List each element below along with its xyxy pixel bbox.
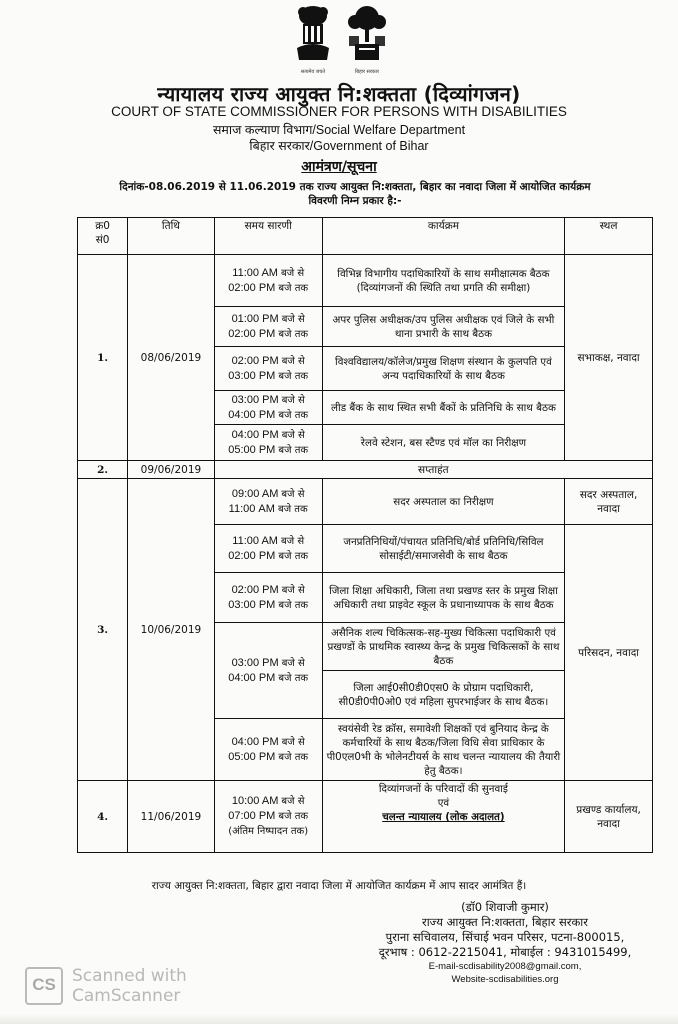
programme-cell: जिला शिक्षा अधिकारी, जिला तथा प्रखण्ड स्तर के प्रमुख शिक्षा अधिकारी तथा प्राइवेट स्कूल के प्रधानाध्यापक के साथ बैठक (322, 573, 564, 623)
time-cell: 04:00 PM बजे से 05:00 PM बजे तक (214, 719, 322, 781)
programme-line: एवं (437, 797, 450, 809)
date-cell: 11/06/2019 (128, 781, 214, 853)
programme-cell: अपर पुलिस अधीक्षक/उप पुलिस अधीक्षक एवं जिले के सभी थाना प्रभारी के साथ बैठक (322, 307, 564, 347)
contact-website: Website-scdisabilities.org (451, 974, 559, 985)
table-row (78, 461, 653, 479)
serial-cell: 2. (78, 461, 128, 479)
court-title-hindi: न्यायालय राज्य आयुक्त नि:शक्तता (दिव्यांगजन) (157, 82, 521, 106)
time-cell: 01:00 PM बजे से 02:00 PM बजे तक (214, 307, 322, 347)
signature-block (340, 900, 670, 986)
venue-cell: प्रखण्ड कार्यालय, नवादा (565, 781, 653, 853)
venue-cell: सदर अस्पताल, नवादा (565, 479, 653, 525)
court-title-english: COURT OF STATE COMMISSIONER FOR PERSONS WITH DISABILITIES (111, 104, 567, 119)
time-cell: 11:00 AM बजे से 02:00 PM बजे तक (214, 525, 322, 573)
page-bottom-edge (0, 1014, 678, 1024)
programme-cell: जिला आई0सी0डी0एस0 के प्रोग्राम पदाधिकारी, सी0डी0पी0ओ0 एवं महिला सुपरभाईजर के साथ बैठक। (322, 671, 564, 719)
time-cell: 04:00 PM बजे से 05:00 PM बजे तक (214, 425, 322, 461)
camscanner-logo-icon: CS (25, 967, 63, 1005)
header-programme: कार्यक्रम (322, 218, 564, 255)
time-cell: 02:00 PM बजे से 03:00 PM बजे तक (214, 573, 322, 623)
signatory-designation: राज्य आयुक्त नि:शक्तता, बिहार सरकार (422, 915, 588, 929)
serial-cell: 3. (78, 479, 128, 781)
contact-phone: दूरभाष : 0612-2215041, मोबाईल : 9431015499, (378, 945, 632, 959)
time-cell: 11:00 AM बजे से 02:00 PM बजे तक (214, 255, 322, 307)
office-address: पुराना सचिवालय, सिंचाई भवन परिसर, पटना-800015, (385, 930, 625, 944)
date-cell: 09/06/2019 (128, 461, 214, 479)
programme-cell: असैनिक शल्य चिकित्सक-सह-मुख्य चिकित्सा पदाधिकारी एवं प्रखण्डों के प्राथमिक स्वास्थ्य केन्द्र के प्रमुख चिकित्सकों के साथ बैठक (322, 623, 564, 671)
header-serial: क्र0 सं0 (78, 218, 128, 255)
programme-line: दिव्यांगजनों के परिवादों की सुनवाई (378, 783, 508, 795)
programme-cell: सदर अस्पताल का निरीक्षण (322, 479, 564, 525)
header-date: तिथि (128, 218, 214, 255)
header-venue: स्थल (565, 218, 653, 255)
venue-cell: परिसदन, नवादा (565, 525, 653, 781)
date-cell: 08/06/2019 (128, 255, 214, 461)
header-time: समय सारणी (214, 218, 322, 255)
serial-cell: 4. (78, 781, 128, 853)
department-line: समाज कल्याण विभाग/Social Welfare Department (212, 123, 466, 137)
national-emblem-caption: सत्यमेव जयते (300, 69, 326, 75)
time-cell: 10:00 AM बजे से 07:00 PM बजे तक (अंतिम निष्पादन तक) (214, 781, 322, 853)
table-header-row (78, 218, 653, 255)
camscanner-watermark (22, 965, 222, 1005)
table-row (78, 479, 653, 525)
contact-email: E-mail-scdisability2008@gmail.com, (428, 961, 582, 972)
table-row (78, 255, 653, 307)
mobile-court-label: चलन्त न्यायालय (लोक अदालत) (382, 811, 505, 823)
venue-cell: सभाकक्ष, नवादा (565, 255, 653, 461)
notice-title: आमंत्रण/सूचना (301, 159, 377, 175)
time-cell: 03:00 PM बजे से 04:00 PM बजे तक (214, 391, 322, 425)
holiday-cell: सप्ताहंत (214, 461, 652, 479)
programme-cell: जनप्रतिनिधियों/पंचायत प्रतिनिधि/बोर्ड प्रतिनिधि/सिविल सोसाईटी/समाजसेवी के साथ बैठक (322, 525, 564, 573)
emblems (0, 4, 678, 80)
schedule-table (77, 217, 653, 853)
government-line: बिहार सरकार/Government of Bihar (249, 139, 429, 153)
intro-line-2: विवरणी निम्न प्रकार है:- (308, 195, 402, 207)
date-cell: 10/06/2019 (128, 479, 214, 781)
time-cell: 09:00 AM बजे से 11:00 AM बजे तक (214, 479, 322, 525)
time-cell: 02:00 PM बजे से 03:00 PM बजे तक (214, 347, 322, 391)
bihar-emblem-icon (345, 4, 389, 68)
intro-line-1: दिनांक-08.06.2019 से 11.06.2019 तक राज्य आयुक्त नि:शक्तता, बिहार का नवादा जिला में आयोजित कार्यक्रम (119, 181, 591, 193)
programme-cell: रेलवे स्टेशन, बस स्टैण्ड एवं मॉल का निरीक्षण (322, 425, 564, 461)
programme-cell: विभिन्न विभागीय पदाधिकारियों के साथ समीक्षात्मक बैठक (दिव्यांगजनों की स्थिति तथा प्रगति की समीक्षा) (322, 255, 564, 307)
serial-cell: 1. (78, 255, 128, 461)
programme-cell (322, 781, 564, 853)
national-emblem-icon (291, 4, 335, 68)
bihar-emblem-caption: बिहार सरकार (354, 69, 380, 75)
camscanner-text: Scanned with CamScanner (72, 966, 187, 1006)
programme-cell: स्वयंसेवी रेड क्रॉस, समावेशी शिक्षकों एवं बुनियाद केन्द्र के कर्मचारियों के साथ बैठक/जिला विधि सेवा प्राधिकार के पी0एल0भी के भोलेनटीयर्स के साथ चलन्त न्यायालय की तैयारी हेतु बैठक। (322, 719, 564, 781)
programme-cell: विश्वविद्यालय/कॉलेज/प्रमुख शिक्षण संस्थान के कुलपति एवं अन्य पदाधिकारियों के साथ बैठक (322, 347, 564, 391)
closing-invitation: राज्य आयुक्त नि:शक्तता, बिहार द्वारा नवादा जिला में आयोजित कार्यक्रम में आप सादर आमंत्रित हैं। (151, 880, 527, 892)
intro-paragraph (60, 180, 650, 208)
signatory-name: (डॉ0 शिवाजी कुमार) (461, 900, 549, 914)
programme-cell: लीड बैंक के साथ स्थित सभी बैंकों के प्रतिनिधि के साथ बैठक (322, 391, 564, 425)
table-row (78, 781, 653, 853)
time-cell: 03:00 PM बजे से 04:00 PM बजे तक (214, 623, 322, 719)
